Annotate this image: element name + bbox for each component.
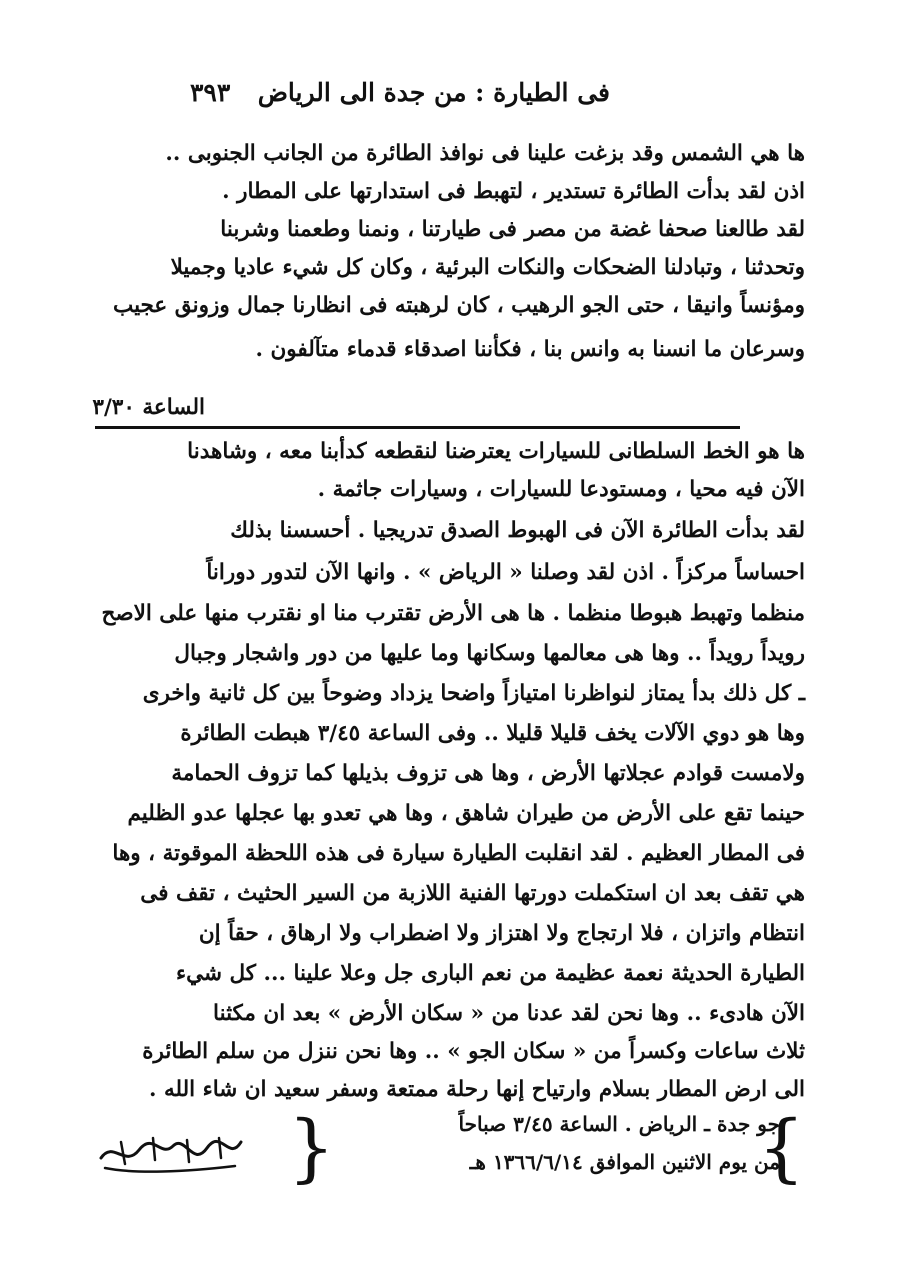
text-line: وها هو دوي الآلات يخف قليلا قليلا .. وفى الساعة ٣/٤٥ هبطت الطائرة bbox=[180, 721, 805, 746]
text-line: وتحدثنا ، وتبادلنا الضحكات والنكات البرئية ، وكان كل شيء عاديا وجميلا bbox=[170, 255, 805, 280]
page-header bbox=[150, 78, 610, 118]
text-line: ومؤنساً وانيقا ، حتى الجو الرهيب ، كان لرهبته فى انظارنا جمال وزونق عجيب bbox=[112, 293, 805, 318]
text-line: الآن فيه محيا ، ومستودعا للسيارات ، وسيارات جاثمة . bbox=[317, 477, 805, 502]
text-line: هي تقف بعد ان استكملت دورتها الفنية اللازبة من السير الحثيث ، تقف فى bbox=[140, 881, 805, 906]
text-line: وسرعان ما انسنا به وانس بنا ، فكأننا اصدقاء قدماء متآلفون . bbox=[255, 337, 805, 362]
footer-line-place-time: جو جدة ـ الرياض . الساعة ٣/٤٥ صباحاً bbox=[458, 1112, 780, 1136]
time-heading: الساعة ٣/٣٠ bbox=[92, 395, 205, 420]
text-line: اذن لقد بدأت الطائرة تستدير ، لتهبط فى استدارتها على المطار . bbox=[222, 179, 805, 204]
text-line: الطيارة الحديثة نعمة عظيمة من نعم البارى جل وعلا علينا ... كل شيء bbox=[175, 961, 805, 986]
text-line: منظما وتهبط هبوطا منظما . ها هى الأرض تقترب منا او نقترب منها على الاصح bbox=[101, 601, 805, 626]
handwritten-signature bbox=[95, 1128, 245, 1180]
text-line: انتظام واتزان ، فلا ارتجاج ولا اهتزاز ولا اضطراب ولا ارهاق ، حقاً إن bbox=[198, 921, 805, 946]
text-line: الى ارض المطار بسلام وارتياح إنها رحلة ممتعة وسفر سعيد ان شاء الله . bbox=[148, 1077, 805, 1102]
footer-dateline bbox=[95, 1105, 805, 1191]
text-line: ثلاث ساعات وكسراً من « سكان الجو » .. وها نحن ننزل من سلم الطائرة bbox=[142, 1039, 805, 1064]
text-line: ولامست قوادم عجلاتها الأرض ، وها هى تزوف بذيلها كما تزوف الحمامة bbox=[171, 761, 805, 786]
text-line: ـ كل ذلك بدأ يمتاز لنواظرنا امتيازاً واضحا يزداد وضوحاً بين كل ثانية واخرى bbox=[142, 681, 805, 706]
text-line: فى المطار العظيم . لقد انقلبت الطيارة سيارة فى هذه اللحظة الموقوتة ، وها bbox=[112, 841, 805, 866]
text-line: ها هي الشمس وقد بزغت علينا فى نوافذ الطائرة من الجانب الجنوبى .. bbox=[165, 141, 805, 166]
footer-line-date: من يوم الاثنين الموافق ١٣٦٦/٦/١٤ هـ bbox=[469, 1150, 780, 1174]
text-line: حينما تقع على الأرض من طيران شاهق ، وها هي تعدو بها عجلها عدو الظليم bbox=[127, 801, 805, 826]
text-line: الآن هادىء .. وها نحن لقد عدنا من « سكان الأرض » بعد ان مكثنا bbox=[213, 1001, 805, 1026]
page-number: ٣٩٣ bbox=[190, 78, 231, 107]
text-line: لقد بدأت الطائرة الآن فى الهبوط الصدق تدريجيا . أحسسنا بذلك bbox=[230, 518, 805, 543]
text-line: احساساً مركزاً . اذن لقد وصلنا « الرياض » . وانها الآن لتدور دوراناً bbox=[206, 560, 805, 585]
text-line: ها هو الخط السلطانى للسيارات يعترضنا لنقطعه كدأبنا معه ، وشاهدنا bbox=[187, 439, 805, 464]
brace-left-symbol: { bbox=[287, 1105, 335, 1191]
brace-right-symbol: } bbox=[757, 1105, 805, 1191]
header-title: فى الطيارة : من جدة الى الرياض bbox=[257, 78, 610, 107]
text-line: رويداً رويداً .. وها هى معالمها وسكانها وما عليها من دور واشجار وجبال bbox=[174, 641, 805, 666]
text-line: لقد طالعنا صحفا غضة من مصر فى طيارتنا ، ونمنا وطعمنا وشربنا bbox=[220, 217, 805, 242]
section-divider bbox=[95, 426, 740, 429]
